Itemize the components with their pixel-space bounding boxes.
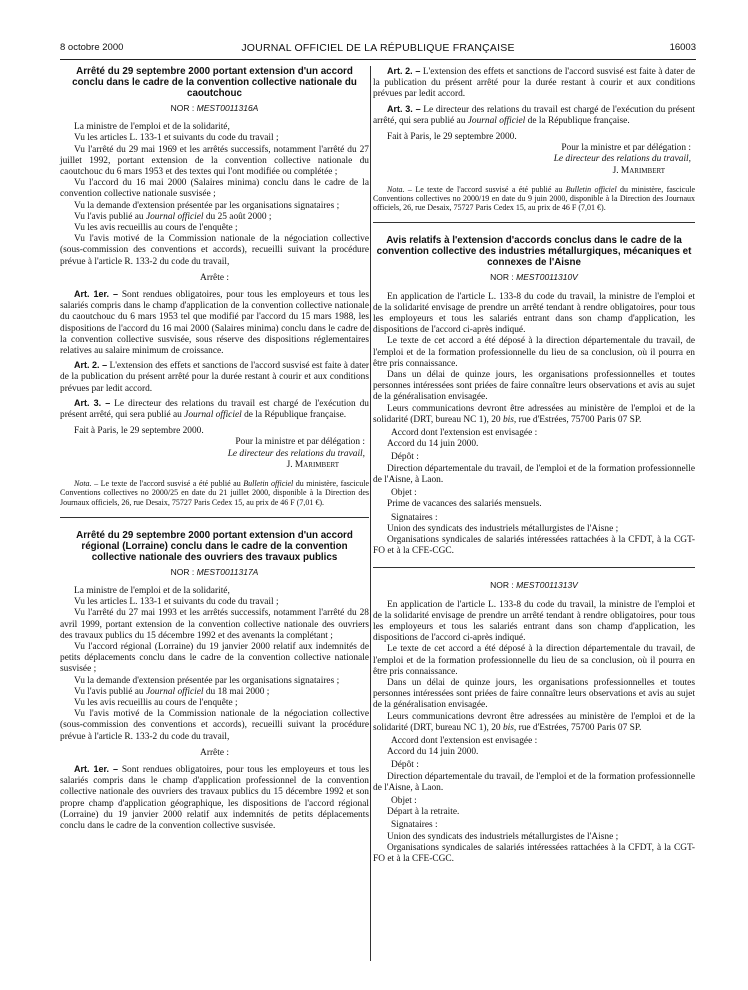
visa: Vu l'accord régional (Lorraine) du 19 janvier 2000 relatif aux indemnités de petits déplacements conclu dans le cadre de la convention collective nationale susvisée ; [60, 641, 369, 675]
paragraph: Le texte de cet accord a été déposé à la direction départementale du travail, de l'emploi et de la formation professionnelle du lieu de sa conclusion, où il pourra en être pris connaissance. [373, 336, 695, 369]
paragraph: Leurs communications devront être adressées au ministère de l'emploi et de la solidarité (DRT, bureau NC 1), 20 bis, rue d'Estrées, 75700 Paris 07 SP. [373, 403, 695, 425]
visa: Vu l'avis publié au Journal officiel du 18 mai 2000 ; [74, 686, 270, 697]
visa: Vu l'avis motivé de la Commission nationale de la négociation collective (sous-commission des conventions et accords), recueilli suivant la procédure prévue à l'article R. 133-2 du code du travail, [60, 234, 369, 267]
field-label: Objet : [391, 488, 417, 499]
article-3: Art. 3. – Le directeur des relations du travail est chargé de l'exécution du présent arrêté, qui sera publié au Journal officiel de la République française. [373, 103, 696, 126]
field-label: Dépôt : [391, 760, 419, 771]
arrete-travaux-publics [60, 530, 369, 832]
nor-reference: NOR : MEST0011316A [170, 103, 259, 113]
date-signature: Fait à Paris, le 29 septembre 2000. [387, 132, 517, 143]
field-value: Organisations syndicales de salariés intéressées rattachées à la CFDT, à la CGT-FO et à la CFE-CGC. [373, 534, 695, 557]
nota: Nota. – Le texte de l'accord susvisé a été publié au Bulletin officiel du ministère, fascicule Conventions collectives no 2000/25 en date du 21 juillet 2000, disponible à la Direction des Journaux officiels, 26, rue Desaix, 75727 Paris Cedex 15, au prix de 46 F (7,01 €). [60, 479, 370, 507]
nor-reference: NOR : MEST0011310V [490, 272, 578, 283]
arrete-caoutchouc [60, 66, 369, 507]
header-rule [60, 59, 696, 60]
section-divider [373, 567, 695, 568]
arrete-travaux-publics-suite [373, 66, 695, 212]
article-3: Art. 3. – Le directeur des relations du travail est chargé de l'exécution du présent arrêté, qui sera publié au Journal officiel de la République française. [60, 397, 369, 421]
avis-prime-vacances [373, 235, 695, 557]
avis-depart-retraite [373, 580, 695, 865]
field-label: Signataires : [391, 512, 438, 523]
visa: Vu les avis recueillis au cours de l'enquête ; [74, 223, 238, 234]
left-column [60, 66, 369, 832]
article-title: Arrêté du 29 septembre 2000 portant extension d'un accord conclu dans le cadre de la convention collective nationale du caoutchouc [72, 66, 357, 99]
article-1: Art. 1er. – Sont rendues obligatoires, pour tous les employeurs et tous les salariés compris dans le champ d'application de la convention collective nationale du caoutchouc du 6 mars 1953 tel que modifié par l'accord du 15 mars 1988, les dispositions de l'accord du 16 mai 2000 (Salaires minima) conclu dans le cadre de la convention collective susvisée, sous réserve des dispositions réglementaires relatives au salaire minimum de croissance. [60, 289, 369, 357]
header-journal-title: JOURNAL OFFICIEL DE LA RÉPUBLIQUE FRANÇAISE [241, 42, 515, 54]
field-value: Union des syndicats des industriels métallurgistes de l'Aisne ; [387, 831, 619, 842]
field-value: Prime de vacances des salariés mensuels. [387, 499, 542, 510]
column-separator [370, 66, 371, 961]
arrete-heading: Arrête : [200, 272, 229, 283]
paragraph: En application de l'article L. 133-8 du code du travail, la ministre de l'emploi et de la solidarité envisage de prendre un arrêté tendant à rendre obligatoires, pour tous les employeurs et tous les salariés entrant dans son champ d'application, les dispositions de l'accord ci-après indiqué. [373, 291, 695, 336]
nor-reference: NOR : MEST0011313V [490, 580, 578, 591]
field-label: Accord dont l'extension est envisagée : [391, 428, 538, 439]
nor-reference: NOR : MEST0011317A [170, 566, 259, 577]
article-title: Arrêté du 29 septembre 2000 portant extension d'un accord régional (Lorraine) conclu dans le cadre de la convention collective nationale des ouvriers des travaux publics [76, 529, 353, 563]
field-label: Objet : [391, 795, 417, 806]
visa: Vu les articles L. 133-1 et suivants du code du travail ; [74, 597, 279, 608]
header-page-number: 16003 [669, 42, 696, 53]
signatory-name: J. Marimbert [286, 459, 339, 470]
visa: Vu l'arrêté du 29 mai 1969 et les arrêtés successifs, notamment l'arrêté du 27 juillet 1992, portant extension de la convention collective nationale du caoutchouc du 6 mars 1953 et des textes qui l'ont modifiée ou complétée ; [60, 144, 369, 178]
paragraph: En application de l'article L. 133-8 du code du travail, la ministre de l'emploi et de la solidarité envisage de prendre un arrêté tendant à rendre obligatoires, pour tous les employeurs et tous les salariés entrant dans son champ d'application, les dispositions de l'accord ci-après indiqué. [373, 599, 695, 644]
field-label: Accord dont l'extension est envisagée : [391, 735, 538, 746]
intro: La ministre de l'emploi et de la solidarité, [74, 122, 230, 133]
field-value: Accord du 14 juin 2000. [387, 747, 479, 758]
field-value: Union des syndicats des industriels métallurgistes de l'Aisne ; [387, 523, 619, 534]
visa: Vu l'avis motivé de la Commission nationale de la négociation collective (sous-commission des conventions et accords), recueilli suivant la procédure prévue à l'article R. 133-2 du code du travail, [60, 709, 369, 742]
intro: La ministre de l'emploi et de la solidarité, [74, 585, 230, 596]
field-value: Accord du 14 juin 2000. [387, 439, 479, 450]
article-2: Art. 2. – L'extension des effets et sanctions de l'accord susvisé est faite à dater de la publication du présent arrêté pour la durée restant à courir et aux conditions prévues par ledit accord. [373, 66, 695, 100]
field-label: Signataires : [391, 820, 438, 831]
paragraph: Dans un délai de quinze jours, les organisations professionnelles et toutes personnes intéressées sont priées de faire connaître leurs observations et avis au sujet de la généralisation envisagée. [373, 677, 695, 711]
field-value: Direction départementale du travail, de l'emploi et de la formation professionnelle de l'Aisne, à Laon. [373, 463, 695, 485]
visa: Vu l'arrêté du 27 mai 1993 et les arrêtés successifs, notamment l'arrêté du 28 avril 1999, portant extension de la convention collective nationale des ouvriers des travaux publics du 15 décembre 1992 et des avenants la complétant ; [60, 608, 369, 641]
section-divider [373, 222, 695, 223]
signature-title: Le directeur des relations du travail, [553, 154, 691, 165]
signature-line: Pour la ministre et par délégation : [561, 143, 691, 154]
field-value: Organisations syndicales de salariés intéressées rattachées à la CFDT, à la CGT-FO et à la CFE-CGC. [373, 842, 695, 864]
article-2: Art. 2. – L'extension des effets et sanctions de l'accord susvisé est faite à dater de la publication du présent arrêté pour la durée restant à courir et aux conditions prévues par ledit accord. [60, 360, 369, 394]
visa: Vu les articles L. 133-1 et suivants du code du travail ; [74, 133, 279, 144]
visa: Vu la demande d'extension présentée par les organisations signataires ; [74, 675, 340, 686]
article-title: Avis relatifs à l'extension d'accords conclus dans le cadre de la convention collective des industries métallurgiques, mécaniques et connexes de l'Aisne [376, 235, 692, 269]
visa: Vu l'avis publié au Journal officiel du 25 août 2000 ; [74, 211, 272, 222]
date-signature: Fait à Paris, le 29 septembre 2000. [74, 426, 204, 437]
signature-line: Pour la ministre et par délégation : [235, 437, 365, 448]
nota: Nota. – Le texte de l'accord susvisé a été publié au Bulletin officiel du ministère, fascicule Conventions collectives no 2000/19 en date du 9 juin 2000, disponible à la Direction des Journaux officiels, 26, rue Desaix, 75727 Paris Cedex 15, au prix de 46 F (7,01 €). [373, 184, 695, 213]
page-header [60, 42, 696, 56]
visa: Vu l'accord du 16 mai 2000 (Salaires minima) conclu dans le cadre de la convention collective nationale susvisée ; [60, 178, 369, 200]
field-value: Départ à la retraite. [387, 807, 460, 818]
right-column [373, 66, 695, 865]
paragraph: Dans un délai de quinze jours, les organisations professionnelles et toutes personnes intéressées sont priées de faire connaître leurs observations et avis au sujet de la généralisation envisagée. [373, 370, 695, 403]
section-divider [60, 517, 369, 518]
paragraph: Leurs communications devront être adressées au ministère de l'emploi et de la solidarité (DRT, bureau NC 1), 20 bis, rue d'Estrées, 75700 Paris 07 SP. [373, 711, 695, 733]
header-date: 8 octobre 2000 [60, 42, 124, 53]
visa: Vu les avis recueillis au cours de l'enquête ; [74, 697, 238, 708]
signatory-name: J. Marimbert [612, 165, 665, 176]
field-label: Dépôt : [391, 452, 419, 463]
paragraph: Le texte de cet accord a été déposé à la direction départementale du travail, de l'emploi et de la formation professionnelle du lieu de sa conclusion, où il pourra en être pris connaissance. [373, 644, 695, 677]
signature-title: Le directeur des relations du travail, [227, 448, 365, 459]
visa: Vu la demande d'extension présentée par les organisations signataires ; [74, 200, 340, 211]
arrete-heading: Arrête : [200, 747, 229, 758]
field-value: Direction départementale du travail, de l'emploi et de la formation professionnelle de l'Aisne, à Laon. [373, 771, 695, 793]
article-1: Art. 1er. – Sont rendues obligatoires, pour tous les employeurs et tous les salariés compris dans le champ d'application professionnel de la convention collective nationale des ouvriers des travaux publics du 15 décembre 1992 et son propre champ d'application géographique, les dispositions de l'accord régional (Lorraine) du 19 janvier 2000 relatif aux indemnités de petits déplacements conclu dans le cadre de la convention collective susvisée. [60, 763, 369, 831]
